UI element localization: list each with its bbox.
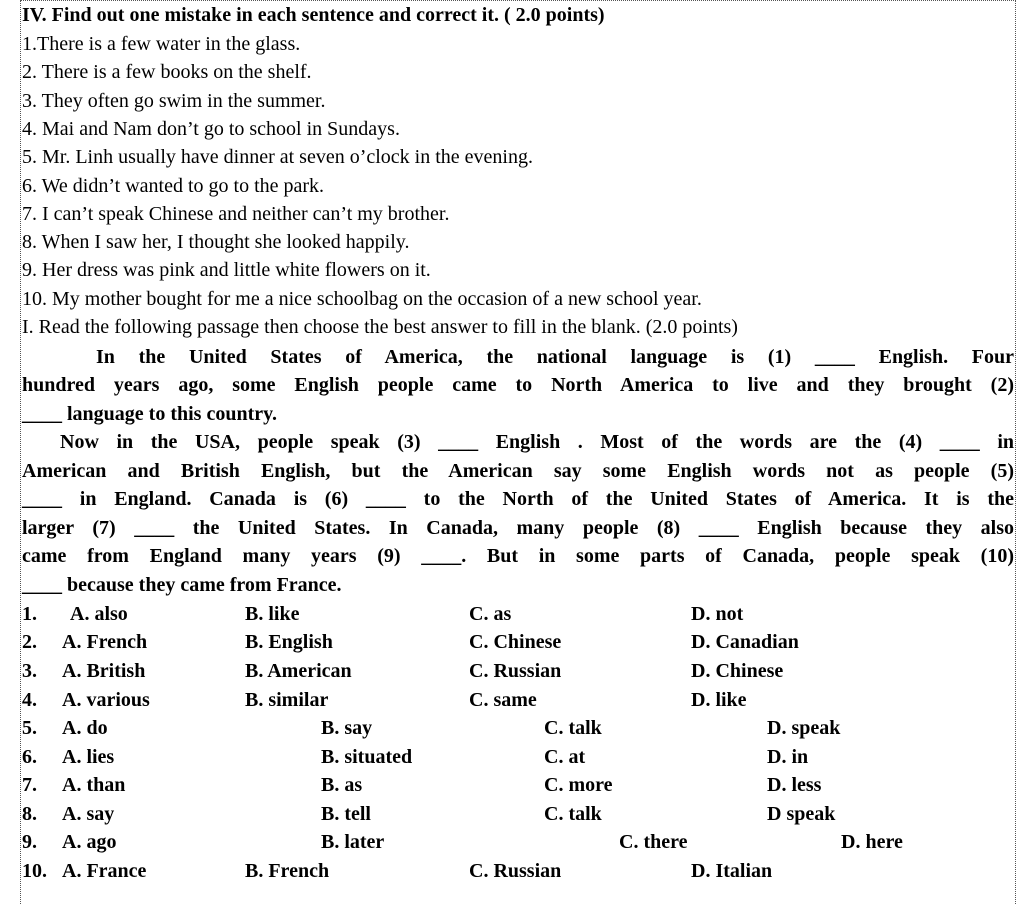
option-d: D. speak <box>767 717 841 739</box>
option-d: D speak <box>767 803 836 825</box>
option-d: D. here <box>841 831 903 853</box>
passage-line: hundred years ago, some English people came to North America to live and they brought (2) <box>22 374 1014 396</box>
option-number: 10. <box>22 860 47 882</box>
mistake-sentence: 6. We didn’t wanted to go to the park. <box>22 175 325 197</box>
option-a: A. France <box>62 860 147 882</box>
option-d: D. Canadian <box>691 631 799 653</box>
option-c: C. at <box>544 746 586 768</box>
mistake-sentence: 3. They often go swim in the summer. <box>22 90 326 112</box>
mistake-sentence: 8. When I saw her, I thought she looked happily. <box>22 231 410 253</box>
option-number: 6. <box>22 746 37 768</box>
option-c: C. talk <box>544 803 602 825</box>
passage-line: ____ because they came from France. <box>22 574 342 596</box>
option-c: C. same <box>469 689 537 711</box>
option-b: B. situated <box>321 746 413 768</box>
reading-heading: I. Read the following passage then choose the best answer to fill in the blank. (2.0 points) <box>22 316 738 338</box>
mistake-sentence: 9. Her dress was pink and little white flowers on it. <box>22 259 431 281</box>
option-c: C. there <box>619 831 688 853</box>
option-b: B. say <box>321 717 373 739</box>
passage-line: In the United States of America, the national language is (1) ____ English. Four <box>96 346 1014 368</box>
option-b: B. tell <box>321 803 371 825</box>
option-a: A. British <box>62 660 146 682</box>
option-a: A. do <box>62 717 108 739</box>
option-d: D. Italian <box>691 860 773 882</box>
option-b: B. like <box>245 603 300 625</box>
option-d: D. in <box>767 746 809 768</box>
option-d: D. Chinese <box>691 660 784 682</box>
option-b: B. English <box>245 631 333 653</box>
mistake-sentence: 10. My mother bought for me a nice schoolbag on the occasion of a new school year. <box>22 288 702 310</box>
option-a: A. lies <box>62 746 115 768</box>
option-c: C. more <box>544 774 613 796</box>
option-c: C. Chinese <box>469 631 562 653</box>
mistake-sentence: 7. I can’t speak Chinese and neither can’t my brother. <box>22 203 450 225</box>
passage-line: came from England many years (9) ____. But in some parts of Canada, people speak (10) <box>22 545 1014 567</box>
option-number: 4. <box>22 689 37 711</box>
option-d: D. less <box>767 774 822 796</box>
option-number: 5. <box>22 717 37 739</box>
passage-line: ____ in England. Canada is (6) ____ to the North of the United States of America. It is the <box>22 488 1014 510</box>
option-b: B. American <box>245 660 352 682</box>
option-d: D. not <box>691 603 744 625</box>
mistake-sentence: 2. There is a few books on the shelf. <box>22 61 312 83</box>
option-b: B. as <box>321 774 363 796</box>
section-heading: IV. Find out one mistake in each sentence and correct it. ( 2.0 points) <box>22 4 605 26</box>
option-c: C. Russian <box>469 860 562 882</box>
option-a: A. than <box>62 774 126 796</box>
mistake-sentence: 5. Mr. Linh usually have dinner at seven o’clock in the evening. <box>22 146 533 168</box>
option-a: A. ago <box>62 831 117 853</box>
option-number: 8. <box>22 803 37 825</box>
option-c: C. as <box>469 603 512 625</box>
option-b: B. similar <box>245 689 329 711</box>
mistake-sentence: 1.There is a few water in the glass. <box>22 33 301 55</box>
mistake-sentence: 4. Mai and Nam don’t go to school in Sundays. <box>22 118 400 140</box>
option-number: 2. <box>22 631 37 653</box>
option-b: B. French <box>245 860 330 882</box>
passage-line: American and British English, but the American say some English words not as people (5) <box>22 460 1014 482</box>
option-number: 3. <box>22 660 37 682</box>
passage-line: larger (7) ____ the United States. In Canada, many people (8) ____ English because they also <box>22 517 1014 539</box>
option-a: A. various <box>62 689 150 711</box>
option-number: 9. <box>22 831 37 853</box>
option-b: B. later <box>321 831 385 853</box>
option-a: A. also <box>70 603 128 625</box>
option-number: 7. <box>22 774 37 796</box>
option-c: C. talk <box>544 717 602 739</box>
option-a: A. French <box>62 631 148 653</box>
option-number: 1. <box>22 603 37 625</box>
passage-line: ____ language to this country. <box>22 403 278 425</box>
option-d: D. like <box>691 689 747 711</box>
option-c: C. Russian <box>469 660 562 682</box>
passage-line: Now in the USA, people speak (3) ____ English . Most of the words are the (4) ____ in <box>60 431 1014 453</box>
option-a: A. say <box>62 803 115 825</box>
